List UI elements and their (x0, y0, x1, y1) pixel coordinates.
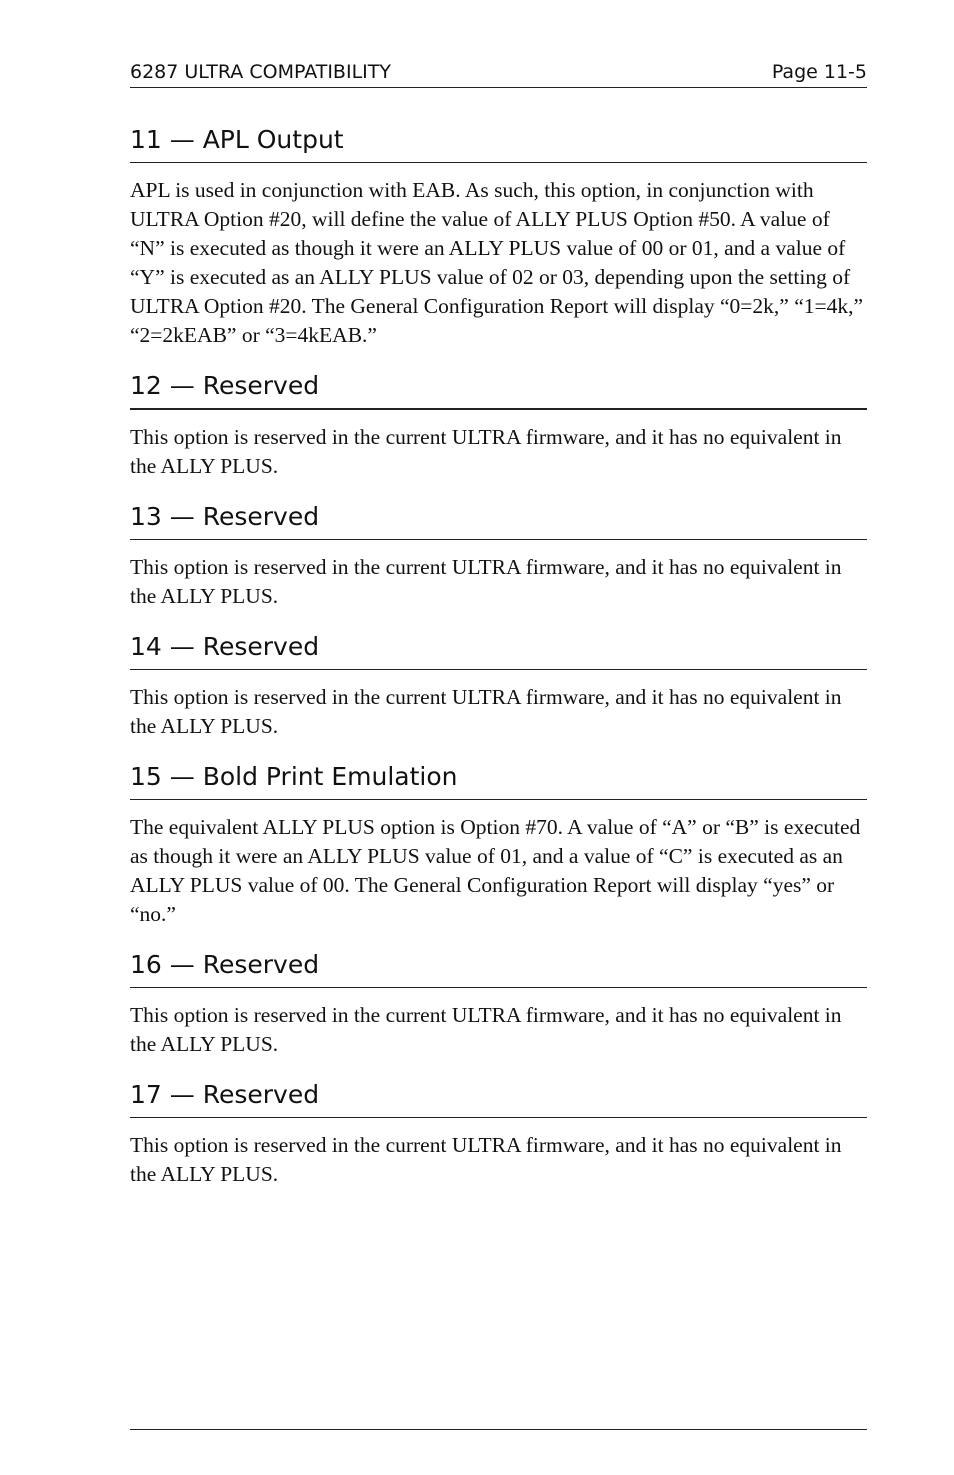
section-body: The equivalent ALLY PLUS option is Option #70. A value of “A” or “B” is executed as though it were an ALLY PLUS value of 01, and a value of “C” is executed as an ALLY PLUS value of 00. The General Configuration Report will display “yes” or “no.” (130, 815, 861, 926)
section-title: 17 — Reserved (130, 1077, 867, 1118)
section-reserved-13 (130, 499, 867, 611)
running-header (130, 59, 867, 88)
section-body: This option is reserved in the current ULTRA firmware, and it has no equivalent in the ALLY PLUS. (130, 1003, 842, 1056)
section-reserved-16 (130, 947, 867, 1059)
section-apl-output (130, 122, 867, 350)
section-title: 15 — Bold Print Emulation (130, 759, 867, 800)
section-body: This option is reserved in the current ULTRA firmware, and it has no equivalent in the ALLY PLUS. (130, 425, 842, 478)
section-title: 12 — Reserved (130, 368, 867, 410)
section-reserved-17 (130, 1077, 867, 1189)
section-title: 11 — APL Output (130, 122, 867, 163)
section-title: 16 — Reserved (130, 947, 867, 988)
section-body: This option is reserved in the current ULTRA firmware, and it has no equivalent in the ALLY PLUS. (130, 1133, 842, 1186)
footer-rule (130, 1429, 867, 1430)
header-title: 6287 ULTRA COMPATIBILITY (130, 61, 391, 83)
section-bold-print-emulation (130, 759, 867, 929)
section-body: APL is used in conjunction with EAB. As such, this option, in conjunction with ULTRA Option #20, will define the value of ALLY PLUS Option #50. A value of “N” is executed as though it were an ALLY PLUS value of 00 or 01, and a value of “Y” is executed as an ALLY PLUS value of 02 or 03, depending upon the setting of ULTRA Option #20. The General Configuration Report will display “0=2k,” “1=4k,” “2=2kEAB” or “3=4kEAB.” (130, 178, 864, 347)
section-body: This option is reserved in the current ULTRA firmware, and it has no equivalent in the ALLY PLUS. (130, 555, 842, 608)
page-number: Page 11-5 (771, 61, 867, 83)
page-content (130, 122, 867, 1207)
section-reserved-12 (130, 368, 867, 481)
section-title: 13 — Reserved (130, 499, 867, 540)
section-title: 14 — Reserved (130, 629, 867, 670)
section-body: This option is reserved in the current ULTRA firmware, and it has no equivalent in the ALLY PLUS. (130, 685, 842, 738)
section-reserved-14 (130, 629, 867, 741)
